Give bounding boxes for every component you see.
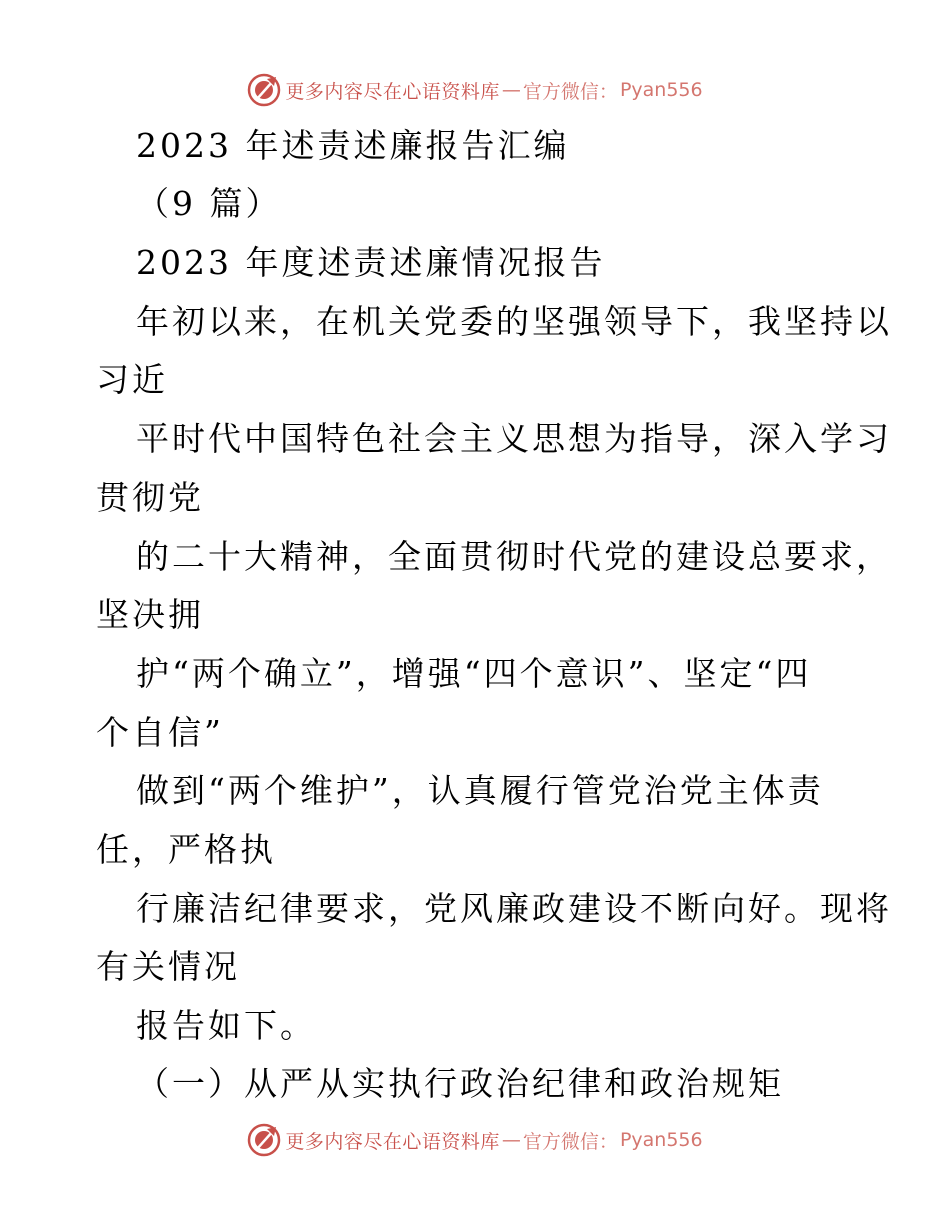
watermark-dash: — xyxy=(501,1129,521,1151)
paragraph-line: 年初以来，在机关党委的坚强领导下，我坚持以 xyxy=(136,302,892,341)
paragraph-line: 护“两个确立”，增强“四个意识”、坚定“四 xyxy=(136,654,812,693)
watermark-dash: — xyxy=(501,79,521,101)
watermark-brand: 更多内容尽在心语资料库 xyxy=(285,80,500,103)
quill-seal-logo-icon xyxy=(247,73,281,107)
paragraph-line: 贯彻党 xyxy=(96,478,204,517)
document-subtitle: （9 篇） xyxy=(136,184,282,223)
paragraph-line: 做到“两个维护”，认真履行管党治党主体责 xyxy=(136,771,824,810)
report-heading: 2023 年度述责述廉情况报告 xyxy=(136,243,606,282)
paragraph-line: 有关情况 xyxy=(96,947,240,986)
paragraph-line: 习近 xyxy=(96,360,168,399)
paragraph-line: 任，严格执 xyxy=(96,830,276,869)
quill-seal-logo-icon xyxy=(247,1123,281,1157)
watermark-wechat-id: Pyan556 xyxy=(619,79,703,101)
paragraph-line: 报告如下。 xyxy=(136,1006,316,1045)
paragraph-line: 的二十大精神，全面贯彻时代党的建设总要求， xyxy=(136,537,892,576)
paragraph-line: 个自信” xyxy=(96,713,224,752)
watermark-brand: 更多内容尽在心语资料库 xyxy=(285,1130,500,1153)
watermark-official: 官方微信： xyxy=(522,1130,618,1153)
paragraph-line: 平时代中国特色社会主义思想为指导，深入学习 xyxy=(136,419,892,458)
paragraph-line: 坚决拥 xyxy=(96,595,204,634)
watermark-wechat-id: Pyan556 xyxy=(619,1129,703,1151)
header-watermark xyxy=(0,70,950,110)
footer-watermark xyxy=(0,1120,950,1160)
watermark-official: 官方微信： xyxy=(522,80,618,103)
section-heading: （一）从严从实执行政治纪律和政治规矩 xyxy=(136,1064,784,1103)
paragraph-line: 行廉洁纪律要求，党风廉政建设不断向好。现将 xyxy=(136,889,892,928)
document-title: 2023 年述责述廉报告汇编 xyxy=(136,126,570,165)
